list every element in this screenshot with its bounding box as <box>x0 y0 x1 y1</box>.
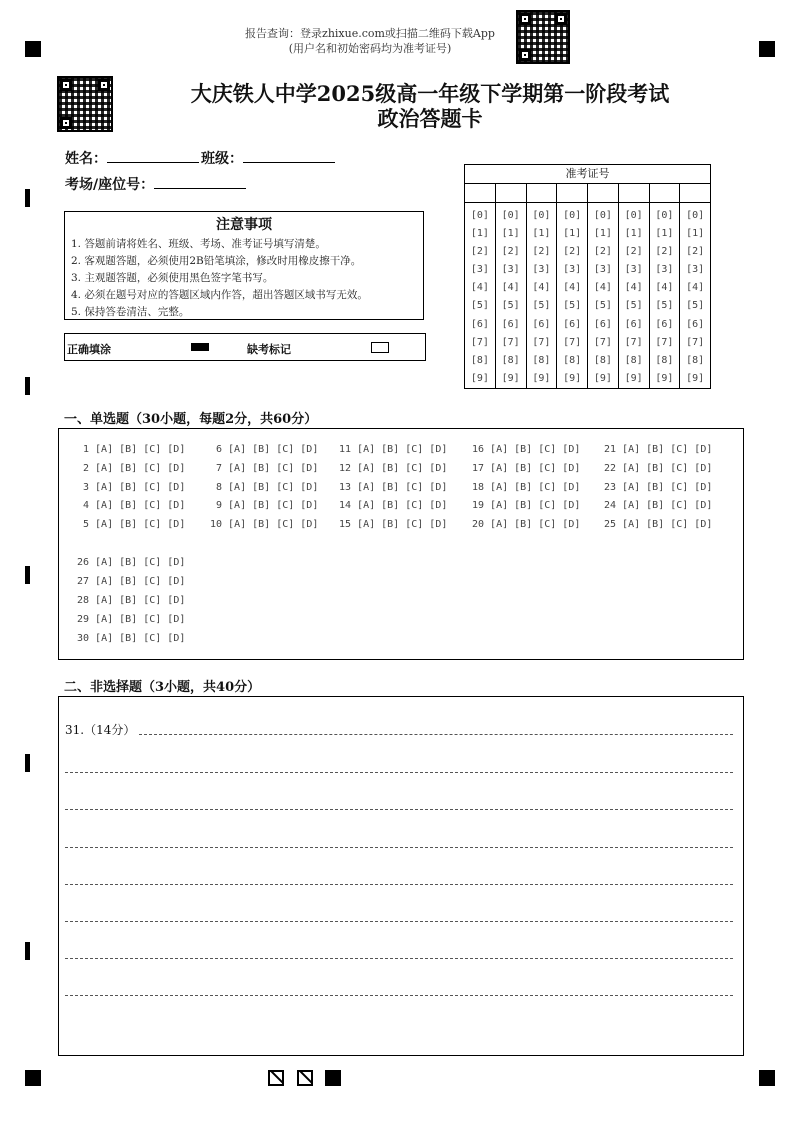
admission-digit-bubble[interactable]: [4] <box>501 282 520 294</box>
admission-digit-column <box>527 184 558 389</box>
admission-grid <box>465 184 710 389</box>
admission-digit-bubble[interactable]: [7] <box>532 336 551 348</box>
question-18-bubbles[interactable]: 18 [A] [B] [C] [D] <box>472 482 581 493</box>
admission-digit-bubble[interactable]: [1] <box>501 228 520 240</box>
admission-digit-bubble[interactable]: [6] <box>470 318 489 330</box>
admission-digit-column <box>465 184 496 389</box>
admission-digit-bubble[interactable]: [8] <box>470 354 489 366</box>
alignment-mark-bottom-left <box>25 1070 41 1086</box>
admission-digit-bubble[interactable]: [6] <box>563 318 582 330</box>
answer-line <box>65 921 733 922</box>
admission-digit-bubble[interactable]: [3] <box>501 264 520 276</box>
notice-item: 4. 必须在题号对应的答题区域内作答，超出答题区域书写无效。 <box>71 289 368 301</box>
admission-digit-bubble[interactable]: [0] <box>532 210 551 221</box>
admission-digit-bubble[interactable]: [5] <box>593 300 612 312</box>
answer-line <box>65 847 733 848</box>
notice-item: 2. 客观题答题，必须使用2B铅笔填涂，修改时用橡皮擦干净。 <box>71 255 362 267</box>
admission-digit-bubble[interactable]: [2] <box>686 246 705 258</box>
qr-code-top[interactable] <box>516 10 570 64</box>
card-subtitle: 政治答题卡 <box>377 106 483 131</box>
admission-digit-column <box>680 184 710 389</box>
admission-digit-bubble[interactable]: [9] <box>686 372 705 384</box>
class-field[interactable] <box>201 148 335 168</box>
admission-digit-bubble[interactable]: [4] <box>593 282 612 294</box>
question-14-bubbles[interactable]: 14 [A] [B] [C] [D] <box>339 500 448 511</box>
admission-digit-bubble[interactable]: [5] <box>470 300 489 312</box>
admission-digit-bubble[interactable]: [2] <box>624 246 643 258</box>
section1-heading: 一、单选题（30小题，每题2分，共60分） <box>64 412 318 427</box>
admission-digit-bubble[interactable]: [8] <box>532 354 551 366</box>
admission-digit-bubble[interactable]: [4] <box>655 282 674 294</box>
question-7-bubbles[interactable]: 7 [A] [B] [C] [D] <box>216 463 319 474</box>
admission-digit-bubble[interactable]: [9] <box>501 372 520 384</box>
admission-digit-bubble[interactable]: [0] <box>501 210 520 221</box>
admission-digit-bubble[interactable]: [7] <box>470 336 489 348</box>
admission-digit-bubble[interactable]: [0] <box>624 210 643 221</box>
admission-digit-bubble[interactable]: [6] <box>686 318 705 330</box>
question-27-bubbles[interactable]: 27 [A] [B] [C] [D] <box>77 576 186 587</box>
admission-digit-bubble[interactable]: [1] <box>593 228 612 240</box>
answer-line <box>65 884 733 885</box>
admission-digit-bubble[interactable]: [0] <box>563 210 582 221</box>
admission-digit-bubble[interactable]: [2] <box>563 246 582 258</box>
admission-digit-bubble[interactable]: [3] <box>655 264 674 276</box>
question-30-bubbles[interactable]: 30 [A] [B] [C] [D] <box>77 633 186 644</box>
question-16-bubbles[interactable]: 16 [A] [B] [C] [D] <box>472 444 581 455</box>
admission-digit-bubble[interactable]: [1] <box>624 228 643 240</box>
admission-digit-bubble[interactable]: [9] <box>563 372 582 384</box>
admission-digit-column <box>650 184 681 389</box>
question-12-bubbles[interactable]: 12 [A] [B] [C] [D] <box>339 463 448 474</box>
admission-digit-bubble[interactable]: [3] <box>593 264 612 276</box>
admission-digit-write-box[interactable] <box>557 184 587 203</box>
admission-caption: 准考证号 <box>465 165 710 184</box>
admission-digit-bubble[interactable]: [2] <box>593 246 612 258</box>
notice-box <box>64 211 424 320</box>
question-9-bubbles[interactable]: 9 [A] [B] [C] [D] <box>216 500 319 511</box>
qr-code-left[interactable] <box>57 76 113 132</box>
admission-digit-bubble[interactable]: [7] <box>501 336 520 348</box>
admission-digit-bubble[interactable]: [2] <box>655 246 674 258</box>
admission-digit-bubble[interactable]: [5] <box>501 300 520 312</box>
admission-digit-bubble[interactable]: [2] <box>501 246 520 258</box>
question-11-bubbles[interactable]: 11 [A] [B] [C] [D] <box>339 444 448 455</box>
admission-number-box <box>464 164 711 389</box>
admission-digit-bubble[interactable]: [9] <box>655 372 674 384</box>
admission-digit-bubble[interactable]: [4] <box>686 282 705 294</box>
question-2-bubbles[interactable]: 2 [A] [B] [C] [D] <box>83 463 186 474</box>
admission-digit-bubble[interactable]: [6] <box>624 318 643 330</box>
notice-list <box>65 236 423 321</box>
exam-title: 大庆铁人中学2025级高一年级下学期第一阶段考试 <box>190 81 670 106</box>
answer-line <box>65 772 733 773</box>
question-21-bubbles[interactable]: 21 [A] [B] [C] [D] <box>604 444 713 455</box>
question-26-bubbles[interactable]: 26 [A] [B] [C] [D] <box>77 557 186 568</box>
admission-digit-bubble[interactable]: [7] <box>686 336 705 348</box>
admission-digit-write-box[interactable] <box>619 184 649 203</box>
admission-digit-column <box>588 184 619 389</box>
page-mark-filled <box>325 1070 341 1086</box>
report-query-text: 报告查询：登录zhixue.com或扫描二维码下载App <box>245 27 495 40</box>
question-22-bubbles[interactable]: 22 [A] [B] [C] [D] <box>604 463 713 474</box>
admission-digit-column <box>496 184 527 389</box>
admission-digit-bubble[interactable]: [8] <box>655 354 674 366</box>
essay-area-31[interactable] <box>58 696 744 1056</box>
name-field[interactable] <box>65 148 199 168</box>
timing-mark <box>25 377 30 395</box>
admission-digit-bubble[interactable]: [8] <box>501 354 520 366</box>
admission-digit-bubble[interactable]: [0] <box>686 210 705 221</box>
notice-item: 3. 主观题答题，必须使用黑色签字笔书写。 <box>71 272 274 284</box>
fill-legend <box>64 333 426 361</box>
admission-digit-bubble[interactable]: [4] <box>563 282 582 294</box>
admission-digit-bubble[interactable]: [4] <box>624 282 643 294</box>
admission-digit-column <box>619 184 650 389</box>
question-24-bubbles[interactable]: 24 [A] [B] [C] [D] <box>604 500 713 511</box>
admission-digit-bubble[interactable]: [6] <box>501 318 520 330</box>
absent-mark-checkbox[interactable] <box>371 342 389 353</box>
admission-digit-write-box[interactable] <box>588 184 618 203</box>
admission-digit-bubble[interactable]: [3] <box>624 264 643 276</box>
admission-digit-bubble[interactable]: [0] <box>593 210 612 221</box>
admission-digit-bubble[interactable]: [1] <box>470 228 489 240</box>
question-6-bubbles[interactable]: 6 [A] [B] [C] [D] <box>216 444 319 455</box>
admission-digit-bubble[interactable]: [6] <box>655 318 674 330</box>
admission-digit-bubble[interactable]: [3] <box>532 264 551 276</box>
admission-digit-bubble[interactable]: [1] <box>686 228 705 240</box>
admission-digit-bubble[interactable]: [8] <box>624 354 643 366</box>
question-25-bubbles[interactable]: 25 [A] [B] [C] [D] <box>604 519 713 530</box>
admission-digit-bubble[interactable]: [7] <box>563 336 582 348</box>
admission-digit-bubble[interactable]: [7] <box>624 336 643 348</box>
notice-item: 1. 答题前请将姓名、班级、考场、准考证号填写清楚。 <box>71 238 326 250</box>
admission-digit-bubble[interactable]: [2] <box>532 246 551 258</box>
name-label: 姓名： <box>65 151 107 167</box>
admission-digit-bubble[interactable]: [9] <box>593 372 612 384</box>
admission-digit-bubble[interactable]: [7] <box>655 336 674 348</box>
answer-line <box>139 734 733 735</box>
question-13-bubbles[interactable]: 13 [A] [B] [C] [D] <box>339 482 448 493</box>
admission-digit-bubble[interactable]: [5] <box>563 300 582 312</box>
page-mark-crossed <box>268 1070 284 1086</box>
class-label: 班级： <box>201 151 243 167</box>
admission-digit-bubble[interactable]: [5] <box>686 300 705 312</box>
admission-digit-write-box[interactable] <box>680 184 710 203</box>
question-4-bubbles[interactable]: 4 [A] [B] [C] [D] <box>83 500 186 511</box>
question-8-bubbles[interactable]: 8 [A] [B] [C] [D] <box>216 482 319 493</box>
admission-digit-bubble[interactable]: [6] <box>593 318 612 330</box>
timing-mark <box>25 566 30 584</box>
admission-digit-column <box>557 184 588 389</box>
admission-digit-bubble[interactable]: [4] <box>532 282 551 294</box>
q31-label: 31.（14分） <box>65 723 136 737</box>
admission-digit-bubble[interactable]: [5] <box>624 300 643 312</box>
question-28-bubbles[interactable]: 28 [A] [B] [C] [D] <box>77 595 186 606</box>
correct-fill-label: 正确填涂 <box>67 343 111 356</box>
alignment-mark-bottom-right <box>759 1070 775 1086</box>
admission-digit-bubble[interactable]: [1] <box>563 228 582 240</box>
answer-line <box>65 958 733 959</box>
admission-digit-bubble[interactable]: [3] <box>686 264 705 276</box>
room-seat-field[interactable] <box>65 174 246 194</box>
multiple-choice-area <box>58 428 744 660</box>
room-seat-label: 考场/座位号： <box>65 177 155 193</box>
admission-digit-bubble[interactable]: [5] <box>655 300 674 312</box>
correct-fill-sample <box>191 343 209 351</box>
notice-item: 5. 保持答卷清洁、完整。 <box>71 306 190 318</box>
question-23-bubbles[interactable]: 23 [A] [B] [C] [D] <box>604 482 713 493</box>
question-1-bubbles[interactable]: 1 [A] [B] [C] [D] <box>83 444 186 455</box>
admission-digit-bubble[interactable]: [9] <box>470 372 489 384</box>
admission-digit-bubble[interactable]: [1] <box>532 228 551 240</box>
absent-mark-label: 缺考标记 <box>247 343 291 356</box>
answer-line <box>65 995 733 996</box>
alignment-mark-top-left <box>25 41 41 57</box>
question-3-bubbles[interactable]: 3 [A] [B] [C] [D] <box>83 482 186 493</box>
question-29-bubbles[interactable]: 29 [A] [B] [C] [D] <box>77 614 186 625</box>
admission-digit-write-box[interactable] <box>465 184 495 203</box>
notice-title: 注意事项 <box>216 217 272 233</box>
section2-heading: 二、非选择题（3小题，共40分） <box>64 680 261 695</box>
admission-digit-write-box[interactable] <box>527 184 557 203</box>
admission-digit-bubble[interactable]: [2] <box>470 246 489 258</box>
admission-digit-bubble[interactable]: [8] <box>593 354 612 366</box>
admission-digit-bubble[interactable]: [6] <box>532 318 551 330</box>
question-20-bubbles[interactable]: 20 [A] [B] [C] [D] <box>472 519 581 530</box>
timing-mark <box>25 754 30 772</box>
timing-mark <box>25 942 30 960</box>
admission-digit-write-box[interactable] <box>496 184 526 203</box>
admission-digit-bubble[interactable]: [0] <box>470 210 489 221</box>
admission-digit-write-box[interactable] <box>650 184 680 203</box>
page-mark-crossed <box>297 1070 313 1086</box>
alignment-mark-top-right <box>759 41 775 57</box>
admission-digit-bubble[interactable]: [1] <box>655 228 674 240</box>
admission-digit-bubble[interactable]: [9] <box>532 372 551 384</box>
question-10-bubbles[interactable]: 10 [A] [B] [C] [D] <box>210 519 319 530</box>
admission-digit-bubble[interactable]: [9] <box>624 372 643 384</box>
question-17-bubbles[interactable]: 17 [A] [B] [C] [D] <box>472 463 581 474</box>
admission-digit-bubble[interactable]: [0] <box>655 210 674 221</box>
answer-line <box>65 809 733 810</box>
admission-digit-bubble[interactable]: [3] <box>470 264 489 276</box>
admission-digit-bubble[interactable]: [5] <box>532 300 551 312</box>
question-19-bubbles[interactable]: 19 [A] [B] [C] [D] <box>472 500 581 511</box>
admission-digit-bubble[interactable]: [8] <box>686 354 705 366</box>
timing-mark <box>25 189 30 207</box>
question-5-bubbles[interactable]: 5 [A] [B] [C] [D] <box>83 519 186 530</box>
admission-digit-bubble[interactable]: [3] <box>563 264 582 276</box>
question-15-bubbles[interactable]: 15 [A] [B] [C] [D] <box>339 519 448 530</box>
login-hint-text: (用户名和初始密码均为准考证号) <box>288 42 452 55</box>
admission-digit-bubble[interactable]: [4] <box>470 282 489 294</box>
admission-digit-bubble[interactable]: [8] <box>563 354 582 366</box>
admission-digit-bubble[interactable]: [7] <box>593 336 612 348</box>
